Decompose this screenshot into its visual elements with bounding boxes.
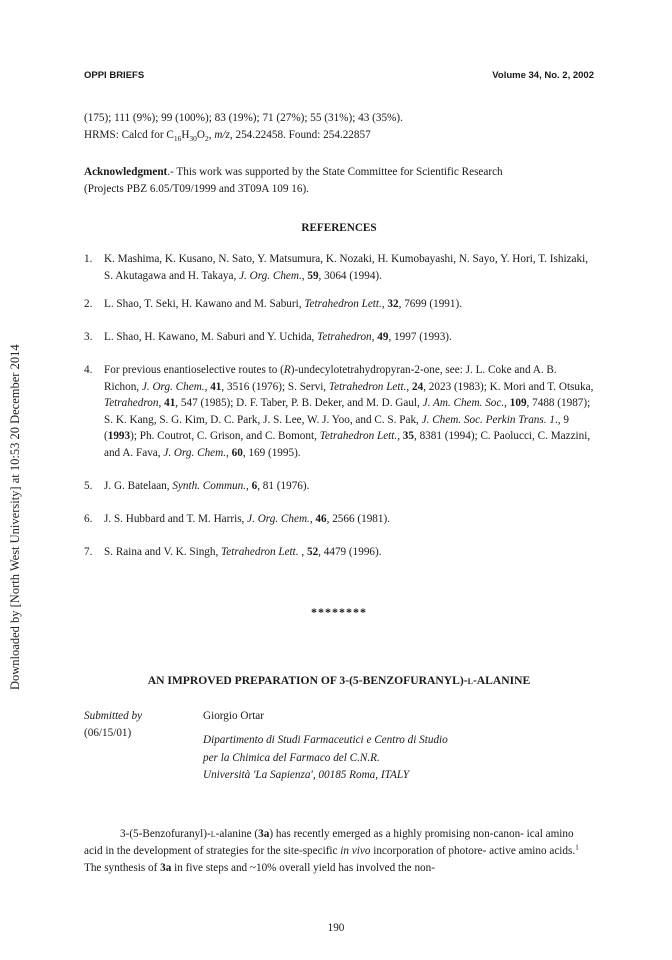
acknowledgment-heading: Acknowledgment <box>84 166 168 178</box>
affiliation-line: Dipartimento di Studi Farmaceutici e Centro di Studio <box>203 734 448 746</box>
affiliation-line: Università 'La Sapienza', 00185 Roma, ITALY <box>203 769 410 781</box>
reference-item: 6. J. S. Hubbard and T. M. Harris, J. Org. Chem., 46, 2566 (1981). <box>84 513 390 525</box>
article-title: AN IMPROVED PREPARATION OF 3-(5-BENZOFURANYL)-l-ALANINE <box>147 674 531 687</box>
submitted-date: (06/15/01) <box>84 727 132 739</box>
section-separator: ******** <box>311 605 367 619</box>
journal-name: OPPI BRIEFS <box>84 70 145 81</box>
author-name: Giorgio Ortar <box>203 710 265 722</box>
running-header <box>84 70 594 81</box>
affiliation-line: per la Chimica del Farmaco del C.N.R. <box>203 751 380 764</box>
download-notice: Downloaded by [North West University] at 10:53 20 December 2014 <box>8 344 22 690</box>
download-notice-sidebar <box>6 270 28 690</box>
hrms-line: HRMS: Calcd for $C_{16}H_{30}O_2$, m/z, 254.22458. Found: 254.22857 <box>84 129 371 144</box>
affiliation <box>203 732 448 785</box>
mass-spec-line: (175); 111 (9%); 99 (100%); 83 (19%); 71 (27%); 55 (31%); 43 (35%). <box>84 112 403 124</box>
body-paragraph: 3-(5-Benzofuranyl)-l-alanine (3a) has recently emerged as a highly promising non-canon- ical amino acid in the development of strategies for the site-specific in vivo incorporation of photore- active amino acids.$^1$ The synthesis of 3a in five steps and ~10% overall yield has involved the non- <box>84 828 579 874</box>
reference-item: 5. J. G. Batelaan, Synth. Commun., 6, 81 (1976). <box>84 480 310 492</box>
reference-item: 1. K. Mashima, K. Kusano, N. Sato, Y. Matsumura, K. Nozaki, H. Kumobayashi, N. Sayo, Y. Hori, T. Ishizaki, S. Akutagawa and H. Takaya, J. Org. Chem., 59, 3064 (1994). <box>84 253 589 282</box>
acknowledgment: Acknowledgment.- This work was supported by the State Committee for Scientific Research (Projects PBZ 6.05/T09/1999 and 3T09A 109 16). <box>84 166 503 195</box>
reference-item: 2. L. Shao, T. Seki, H. Kawano and M. Saburi, Tetrahedron Lett., 32, 7699 (1991). <box>84 298 462 310</box>
submitted-by-label: Submitted by <box>84 710 143 722</box>
references-heading: REFERENCES <box>301 222 377 234</box>
page-number: 190 <box>327 922 345 934</box>
volume-info: Volume 34, No. 2, 2002 <box>492 70 594 81</box>
reference-item: 7. S. Raina and V. K. Singh, Tetrahedron Lett. , 52, 4479 (1996). <box>84 546 382 558</box>
reference-item: 3. L. Shao, H. Kawano, M. Saburi and Y. Uchida, Tetrahedron, 49, 1997 (1993). <box>84 331 452 343</box>
reference-item: 4. For previous enantioselective routes to (R)-undecylotetrahydropyran-2-one, see: J. L. Coke and A. B. Richon, J. Org. Chem., 41, 3516 (1976); S. Servi, Tetrahedron Lett., 24, 2023 (1983); K. Mori and T. Otsuka, Tetrahedron, 41, 547 (1985); D. F. Taber, P. B. Deker, and M. D. Gaul, J. Am. Chem. Soc., 109, 7488 (1987); S. K. Kang, S. G. Kim, D. C. Park, J. S. Lee, W. J. Yoo, and C. S. Pak, J. Chem. Soc. Perkin Trans. 1., 9 (1993); Ph. Coutrot, C. Grison, and C. Bomont, Tetrahedron Lett., 35, 8381 (1994); C. Paolucci, C. Mazzini, and A. Fava, J. Org. Chem., 60, 169 (1995). <box>84 364 594 459</box>
